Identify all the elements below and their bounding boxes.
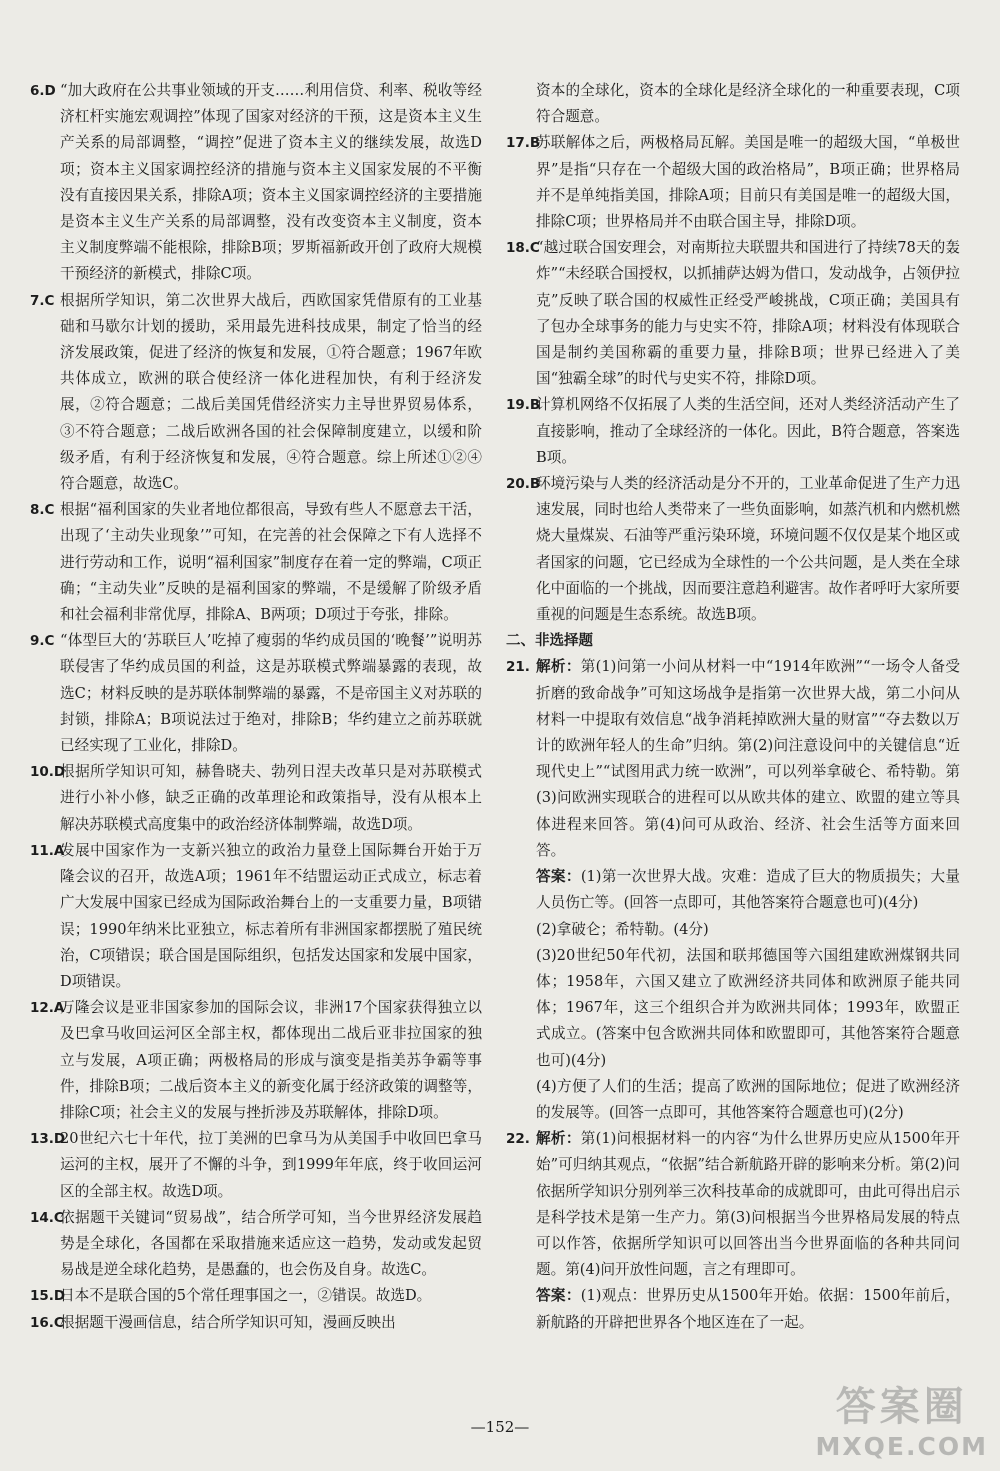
section-heading: 二、非选择题 xyxy=(506,633,593,650)
question-number: 7.C xyxy=(30,292,55,309)
watermark-logo xyxy=(816,1375,988,1461)
question-number: 15.D xyxy=(30,1288,66,1305)
left-column xyxy=(30,78,482,1336)
analysis-text: 第(1)问第一小问从材料一中“1914年欧洲”“一场令人备受折磨的致命战争”可知这场战争是指第一次世界大战，第二小问从材料一中提取有效信息“战争消耗掉欧洲大量的财富”“夺去数以万计的欧洲年轻人的生命”归纳。第(2)问注意设问中的关键信息“近现代史上”“试图用武力统一欧洲”，可以列举拿破仑、希特勒。第(3)问欧洲实现联合的进程可以从欧共体的建立、欧盟的建立等具体进程来回答。第(4)问可从政治、经济、社会生活等方面来回答。 xyxy=(536,658,960,859)
answer-item xyxy=(30,1205,482,1284)
question-number: 8.C xyxy=(30,502,55,519)
answer-explanation: 根据“福利国家的失业者地位都很高，导致有些人不愿意去干活，出现了‘主动失业现象’”可知，在完善的社会保障之下有人选择不进行劳动和工作，说明“福利国家”制度存在着一定的弊端，C项正确；“主动失业”反映的是福利国家的弊端，不是缓解了阶级矛盾和社会福利非常优厚，排除A、B两项；D项过于夸张，排除。 xyxy=(60,501,482,624)
answer-item xyxy=(30,1310,482,1336)
question-number: 21. xyxy=(506,659,530,676)
page-number: —152— xyxy=(470,1418,530,1436)
right-column xyxy=(506,78,960,1336)
analysis-label: 解析： xyxy=(536,1130,581,1148)
watermark-url: MXQE.COM xyxy=(815,1432,988,1461)
answer-item xyxy=(30,628,482,759)
question-21-answer-2: (2)拿破仑；希特勒。(4分) xyxy=(536,920,709,938)
question-number: 10.D xyxy=(30,764,66,781)
question-number: 18.C xyxy=(506,240,540,257)
answer-label: 答案： xyxy=(536,868,581,886)
answer-explanation: 发展中国家作为一支新兴独立的政治力量登上国际舞台开始于万隆会议的召开，故选A项；1961年不结盟运动正式成立，标志着广大发展中国家已经成为国际政治舞台上的一支重要力量，B项错误；1990年纳米比亚独立，标志着所有非洲国家都摆脱了殖民统治，C项错误；联合国是国际组织，包括发达国家和发展中国家，D项错误。 xyxy=(60,841,482,990)
answer-item xyxy=(30,759,482,838)
answer-item xyxy=(506,392,960,471)
question-number: 14.C xyxy=(30,1209,64,1226)
answer-explanation: 根据题干漫画信息，结合所学知识可知，漫画反映出 xyxy=(60,1313,396,1331)
answer-explanation: 苏联解体之后，两极格局瓦解。美国是唯一的超级大国，“单极世界”是指“只存在一个超级大国的政治格局”，B项正确；世界格局并不是单纯指美国，排除A项；目前只有美国是唯一的超级大国，排除C项；世界格局并不由联合国主导，排除D项。 xyxy=(536,134,960,231)
answer-item xyxy=(506,471,960,628)
question-22-analysis xyxy=(506,1126,960,1283)
answer-explanation: “加大政府在公共事业领域的开支……利用信贷、利率、税收等经济杠杆实施宏观调控”体现了国家对经济的干预，这是资本主义生产关系的局部调整，“调控”促进了资本主义的继续发展，故选D项；资本主义国家调控经济的措施与资本主义国家发展的不平衡没有直接因果关系，排除A项；资本主义国家调控经济的主要措施是资本主义生产关系的局部调整，没有改变资本主义制度，资本主义制度弊端不能根除，排除B项；罗斯福新政开创了政府大规模干预经济的新模式，排除C项。 xyxy=(60,82,482,283)
answer-item xyxy=(506,130,960,235)
answer-item xyxy=(30,1126,482,1205)
answer-item xyxy=(30,78,482,288)
question-number: 17.B xyxy=(506,135,541,152)
answer-item xyxy=(30,288,482,498)
question-number: 16.C xyxy=(30,1314,64,1331)
answer-explanation: 根据所学知识可知，赫鲁晓夫、勃列日涅夫改革只是对苏联模式进行小补小修，缺乏正确的改革理论和政策指导，没有从根本上解决苏联模式高度集中的政治经济体制弊端，故选D项。 xyxy=(60,763,482,833)
question-21-answer-3: (3)20世纪50年代初，法国和联邦德国等六国组建欧洲煤钢共同体；1958年，六国又建立了欧洲经济共同体和欧洲原子能共同体；1967年，这三个组织合并为欧洲共同体；1993年，欧盟正式成立。(答案中包含欧洲共同体和欧盟即可，其他答案符合题意也可)(4分) xyxy=(536,946,960,1069)
question-21-answer-4: (4)方便了人们的生活；提高了欧洲的国际地位；促进了欧洲经济的发展等。(回答一点即可，其他答案符合题意也可)(2分) xyxy=(536,1077,960,1121)
answer-item xyxy=(30,838,482,995)
question-number: 12.A xyxy=(30,1000,65,1017)
answer-explanation: 计算机网络不仅拓展了人类的生活空间，还对人类经济活动产生了直接影响，推动了全球经济的一体化。因此，B符合题意，答案选B项。 xyxy=(536,396,960,466)
question-number: 13.D xyxy=(30,1131,66,1148)
answer-explanation: 日本不是联合国的5个常任理事国之一，②错误。故选D。 xyxy=(60,1287,432,1305)
answer-explanation: 依据题干关键词“贸易战”，结合所学可知，当今世界经济发展趋势是全球化，各国都在采取措施来适应这一趋势，发动或发起贸易战是逆全球化趋势，是愚蠢的，也会伤及自身。故选C。 xyxy=(60,1208,482,1279)
answer-item xyxy=(30,497,482,628)
question-22-answer-1 xyxy=(506,1283,960,1335)
analysis-text: 第(1)问根据材料一的内容“为什么世界历史应从1500年开始”可归纳其观点，“依据”结合新航路开辟的影响来分析。第(2)问依据所学知识分别列举三次科技革命的成就即可，由此可得出启示是科学技术是第一生产力。第(3)问根据当今世界格局发展的特点可以作答，依据所学知识可以回答出当今世界面临的各种共同问题。第(4)问开放性问题，言之有理即可。 xyxy=(536,1130,960,1279)
answer-item xyxy=(30,995,482,1126)
question-number: 6.D xyxy=(30,83,56,99)
question-number: 19.B xyxy=(506,397,541,414)
watermark-text: 答案圈 xyxy=(835,1384,968,1430)
analysis-label: 解析： xyxy=(536,658,581,676)
question-number: 20.B xyxy=(506,476,541,493)
answer-label: 答案： xyxy=(536,1287,581,1305)
continued-answer-16: 资本的全球化，资本的全球化是经济全球化的一种重要表现，C项符合题意。 xyxy=(536,82,960,126)
question-number: 11.A xyxy=(30,842,65,859)
answer-explanation: 根据所学知识，第二次世界大战后，西欧国家凭借原有的工业基础和马歇尔计划的援助，采用最先进科技成果，制定了恰当的经济发展政策，促进了经济的恢复和发展，①符合题意；1967年欧共体成立，欧洲的联合使经济一体化进程加快，有利于经济发展，②符合题意；二战后美国凭借经济实力主导世界贸易体系，③不符合题意；二战后欧洲各国的社会保障制度建立，以缓和阶级矛盾，有利于经济恢复和发展，④符合题意。综上所述①②④符合题意，故选C。 xyxy=(60,291,482,493)
answer-text: (1)第一次世界大战。灾难：造成了巨大的物质损失；大量人员伤亡等。(回答一点即可，其他答案符合题意也可)(4分) xyxy=(536,868,960,912)
question-21-answer-1 xyxy=(506,864,960,916)
answer-item xyxy=(30,1283,482,1309)
question-21-analysis xyxy=(506,654,960,864)
answer-explanation: 万隆会议是亚非国家参加的国际会议，非洲17个国家获得独立以及巴拿马收回运河区全部主权，都体现出二战后亚非拉国家的独立与发展，A项正确；两极格局的形成与演变是指美苏争霸等事件，排除B项；二战后资本主义的新变化属于经济政策的调整等，排除C项；社会主义的发展与挫折涉及苏联解体，排除D项。 xyxy=(60,999,482,1121)
answer-explanation: “体型巨大的‘苏联巨人’吃掉了瘦弱的华约成员国的‘晚餐’”说明苏联侵害了华约成员国的利益，这是苏联模式弊端暴露的表现，故选C；材料反映的是苏联体制弊端的暴露，不是帝国主义对苏联的封锁，排除A；B项说法过于绝对，排除B；华约建立之前苏联就已经实现了工业化，排除D。 xyxy=(60,632,482,755)
question-number: 9.C xyxy=(30,633,55,650)
answer-explanation: 环境污染与人类的经济活动是分不开的，工业革命促进了生产力迅速发展，同时也给人类带来了一些负面影响，如蒸汽机和内燃机燃烧大量煤炭、石油等严重污染环境，环境问题不仅仅是某个地区或者国家的问题，它已经成为全球性的一个公共问题，是人类在全球化中面临的一个挑战，因而要注意趋利避害。故作者呼吁大家所要重视的问题是生态系统。故选B项。 xyxy=(536,475,960,624)
answer-text: (1)观点：世界历史从1500年开始。依据：1500年前后，新航路的开辟把世界各个地区连在了一起。 xyxy=(536,1287,960,1331)
question-number: 22. xyxy=(506,1131,530,1148)
answer-explanation: “越过联合国安理会，对南斯拉夫联盟共和国进行了持续78天的轰炸”“未经联合国授权，以抓捕萨达姆为借口，发动战争，占领伊拉克”反映了联合国的权威性正经受严峻挑战，C项正确；美国具有了包办全球事务的能力与史实不符，排除A项；材料没有体现联合国是制约美国称霸的重要力量，排除B项；世界已经进入了美国“独霸全球”的时代与史实不符，排除D项。 xyxy=(536,239,960,388)
answer-item xyxy=(506,235,960,392)
answer-explanation: 20世纪六七十年代，拉丁美洲的巴拿马为从美国手中收回巴拿马运河的主权，展开了不懈的斗争，到1999年年底，终于收回运河区的全部主权。故选D项。 xyxy=(60,1130,482,1200)
